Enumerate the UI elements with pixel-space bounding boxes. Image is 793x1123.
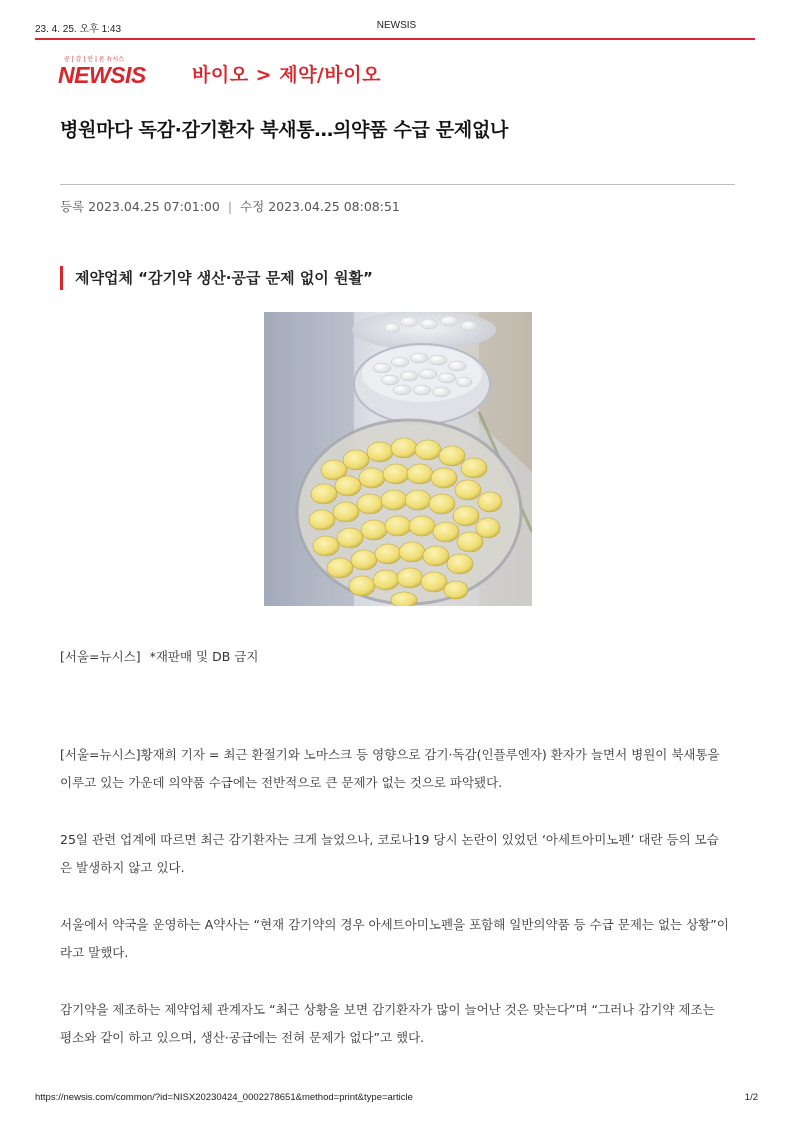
- print-site-title: NEWSIS: [376, 20, 417, 31]
- modified-date: 2023.04.25 08:08:51: [268, 199, 400, 214]
- print-header: [35, 20, 758, 34]
- registered-label: 등록: [60, 199, 85, 214]
- article-paragraph: 서울에서 약국을 운영하는 A약사는 “현재 감기약의 경우 아세트아미노펜을 포함해 일반의약품 등 수급 문제는 없는 상황”이라고 말했다.: [60, 917, 729, 960]
- date-separator: |: [227, 199, 233, 214]
- article-paragraph: 25일 관련 업계에 따르면 최근 감기환자는 크게 늘었으나, 코로나19 당시 논란이 있었던 ‘아세트아미노펜’ 대란 등의 모습은 발생하지 않고 있다.: [60, 832, 719, 875]
- title-divider: [60, 184, 735, 185]
- print-date: 23. 4. 25. 오후 1:43: [35, 24, 122, 35]
- section-breadcrumb[interactable]: 바이오 > 제약/바이오: [192, 64, 381, 86]
- photo-caption: [60, 647, 258, 665]
- article-paragraph: 감기약을 제조하는 제약업체 관계자도 “최근 상황을 보면 감기환자가 많이 늘어난 것은 맞는다”며 “그러나 감기약 제조는 평소와 같이 하고 있으며, 생산·공급에는 전혀 문제가 없다”고 했다.: [60, 1002, 715, 1045]
- pill-bowls-photo-icon: [264, 312, 532, 606]
- article-title: 병원마다 독감·감기환자 북새통…의약품 수급 문제없나: [60, 119, 509, 141]
- caption-notice: *재판매 및 DB 금지: [149, 649, 259, 664]
- registered-date: 2023.04.25 07:01:00: [88, 199, 220, 214]
- page-number: 1/2: [744, 1092, 758, 1103]
- newsis-logo[interactable]: [58, 54, 173, 86]
- caption-credit: [서울=뉴시스]: [60, 649, 141, 664]
- article-photo: [264, 312, 532, 606]
- article-paragraph: [서울=뉴시스]황재희 기자 = 최근 환절기와 노마스크 등 영향으로 감기·독감(인플루엔자) 환자가 늘면서 병원이 북새통을 이루고 있는 가운데 의약품 수급에는 전반적으로 큰 문제가 없는 것으로 파악됐다.: [60, 747, 720, 790]
- logo-wordmark: NEWSIS: [58, 62, 146, 86]
- print-url: https://newsis.com/common/?id=NISX20230424_0002278651&method=print&type=article: [35, 1092, 413, 1103]
- logo-tagline: 공 | 감 | 언 | 론 뉴시스: [64, 56, 124, 63]
- modified-label: 수정: [240, 199, 265, 214]
- article-subheading: 제약업체 “감기약 생산·공급 문제 없이 원활”: [60, 266, 373, 290]
- article-dates: [60, 197, 400, 215]
- header-divider: [35, 38, 755, 40]
